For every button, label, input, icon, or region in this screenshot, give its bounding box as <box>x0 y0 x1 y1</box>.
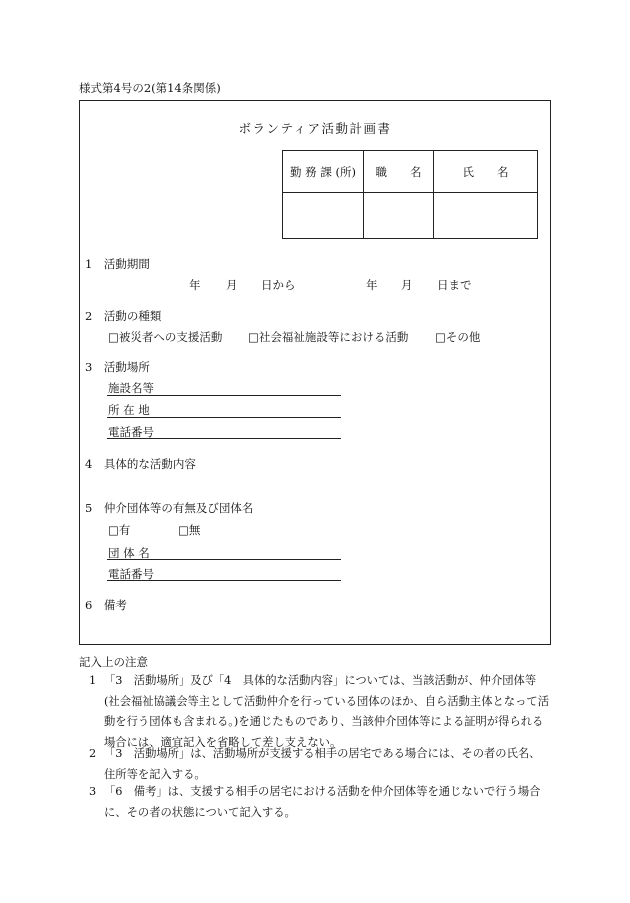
section-intermediary-label: 5 仲介団体等の有無及び団体名 <box>85 501 254 515</box>
section-content-label: 4 具体的な活動内容 <box>85 457 196 471</box>
place-phone-line[interactable] <box>107 438 341 439</box>
intermediary-phone-label: 電話番号 <box>108 567 154 581</box>
form-reference: 様式第4号の2(第14条関係) <box>79 81 221 95</box>
intermediary-yes-option[interactable]: □有 <box>108 523 131 537</box>
period-to: 日まで <box>437 278 472 292</box>
type-option-welfare[interactable]: □社会福祉施設等における活動 <box>248 330 409 344</box>
header-position: 職 名 <box>364 151 434 193</box>
type-option-other[interactable]: □その他 <box>435 330 481 344</box>
department-cell[interactable] <box>283 193 364 239</box>
header-name: 氏 名 <box>434 151 538 193</box>
period-month-2: 月 <box>401 278 413 292</box>
employee-table <box>282 150 538 239</box>
period-year-2: 年 <box>366 278 378 292</box>
name-cell[interactable] <box>434 193 538 239</box>
note-item-3 <box>89 782 549 824</box>
type-option-disaster[interactable]: □被災者への支援活動 <box>108 330 223 344</box>
intermediary-no-option[interactable]: □無 <box>178 523 201 537</box>
period-month-1: 月 <box>226 278 238 292</box>
note-text: 「3 活動場所」は、活動場所が支援する相手の居宅である場合には、その者の氏名、住所等を記入する。 <box>104 747 541 781</box>
note-item-2 <box>89 744 549 786</box>
place-facility-label: 施設名等 <box>108 381 154 395</box>
place-facility-line[interactable] <box>107 395 341 396</box>
note-number: 2 <box>89 747 97 760</box>
place-phone-label: 電話番号 <box>108 425 154 439</box>
form-title: ボランティア活動計画書 <box>238 121 392 136</box>
intermediary-phone-line[interactable] <box>107 580 341 581</box>
header-department: 勤 務 課 (所) <box>283 151 364 193</box>
intermediary-org-line[interactable] <box>107 559 341 560</box>
period-year-1: 年 <box>189 278 201 292</box>
period-from: 日から <box>261 278 296 292</box>
section-place-label: 3 活動場所 <box>85 360 150 374</box>
section-type-label: 2 活動の種類 <box>85 309 162 323</box>
note-number: 3 <box>89 785 97 798</box>
section-period-label: 1 活動期間 <box>85 257 150 271</box>
note-text: 「3 活動場所」及び「4 具体的な活動内容」については、当該活動が、仲介団体等(社会福祉協議会等主として活動仲介を行っている団体のほか、自ら活動主体となって活動を行う団体も含まれる。)を通じたものであり、当該仲介団体等による証明が得られる場合には、適宜記入を省略して差し支えない。 <box>104 674 549 749</box>
note-text: 「6 備考」は、支援する相手の居宅における活動を仲介団体等を通じないで行う場合に、その者の状態について記入する。 <box>104 785 541 819</box>
section-remarks-label: 6 備考 <box>85 598 127 612</box>
place-address-label: 所 在 地 <box>108 403 150 417</box>
note-item-1 <box>89 671 549 753</box>
position-cell[interactable] <box>364 193 434 239</box>
place-address-line[interactable] <box>107 417 341 418</box>
intermediary-org-label: 団 体 名 <box>108 546 150 560</box>
notes-heading: 記入上の注意 <box>79 655 148 669</box>
note-number: 1 <box>89 674 97 687</box>
